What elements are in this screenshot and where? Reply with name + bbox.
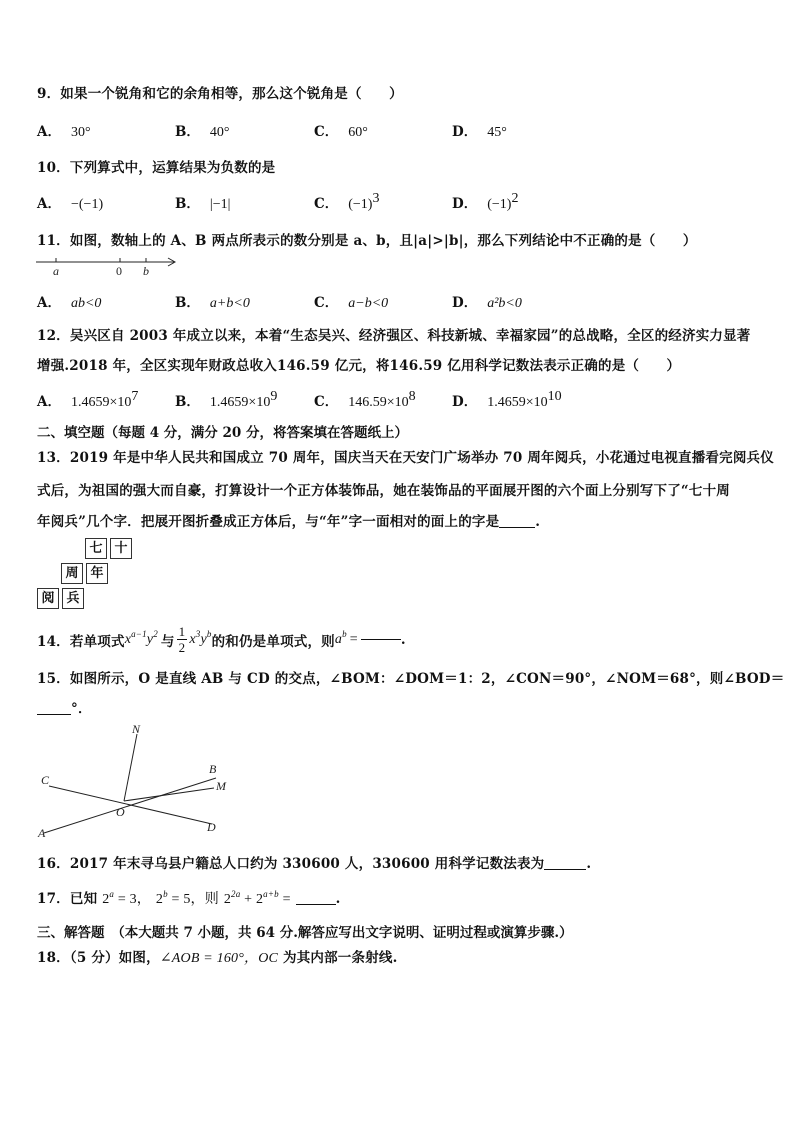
section-2-heading: 二、填空题（每题 4 分，满分 20 分，将答案填在答题纸上）: [37, 425, 408, 441]
label-a: A: [38, 826, 46, 840]
label-d: D: [207, 820, 216, 834]
q10-option-d: D． $(-1)^2$: [452, 191, 519, 212]
label-b: B: [209, 762, 217, 776]
fraction-one-half: $\frac{1}{2}$: [178, 624, 186, 655]
angle-figure-15: [34, 718, 244, 840]
label-c: C: [41, 773, 50, 787]
question-16: 16．2017 年末寻乌县户籍总人口约为 330600 人，330600 用科学记数法表为 .: [37, 856, 592, 872]
net-cell-zhou: 周: [61, 563, 83, 584]
net-cell-nian: 年: [86, 563, 108, 584]
section-3-heading: 三、解答题 （本大题共 7 小题，共 64 分.解答应写出文字说明、证明过程或演算步骤.）: [37, 925, 573, 941]
line-ab: [44, 778, 216, 833]
question-17: 17．已知 2$^a$ = 3， 2$^b$ = 5，则 $2^{2a} + 2^{a+b}$ = .: [37, 889, 341, 907]
q9-option-c: C． 60°: [314, 124, 368, 140]
label-zero: 0: [116, 264, 122, 278]
ray-on: [124, 734, 137, 801]
question-14: 14．若单项式 $x^{a-1}y^2$ 与 $\frac{1}{2}$ $x^3y^b$ 的和仍是单项式，则 $a^b$ = .: [37, 624, 406, 655]
q12-option-a: A． $1.4659\times 10^7$: [37, 389, 139, 410]
question-13-line2: 式后，为祖国的强大而自豪，打算设计一个正方体装饰品，她在装饰品的平面展开图的六个面上分别写下了“七十周: [37, 483, 730, 499]
question-10-stem: 10．下列算式中，运算结果为负数的是: [37, 160, 276, 176]
q10-option-a: A． −(−1): [37, 196, 104, 212]
net-cell-qi: 七: [85, 538, 107, 559]
label-o: O: [116, 805, 125, 819]
label-m: M: [216, 779, 226, 793]
answer-blank-15: [37, 714, 71, 715]
net-cell-yue: 阅: [37, 588, 59, 609]
label-n: N: [132, 722, 141, 736]
q11-option-c: C． a−b<0: [314, 295, 389, 311]
label-a: a: [53, 264, 59, 278]
question-15-line1: 15．如图所示，O 是直线 AB 与 CD 的交点，∠BOM：∠DOM＝1：2，∠CON＝90°，∠NOM＝68°，则∠BOD＝: [37, 671, 785, 687]
q10-option-b: B． |−1|: [175, 196, 231, 212]
answer-blank-14: [361, 639, 401, 640]
question-12-stem-line2: 增强.2018 年，全区实现年财政总收入146.59 亿元，将146.59 亿用科学记数法表示正确的是（ ）: [37, 358, 681, 374]
question-18: 18．（5 分）如图，∠AOB = 160°，OC 为其内部一条射线.: [37, 950, 398, 966]
question-9-stem: 9．如果一个锐角和它的余角相等，那么这个锐角是（ ）: [37, 86, 403, 102]
q9-option-d: D． 45°: [452, 124, 507, 140]
q12-option-d: D． $1.4659\times 10^{10}$: [452, 389, 562, 410]
net-cell-shi: 十: [110, 538, 132, 559]
question-15-line2: °．: [37, 697, 92, 717]
q12-option-c: C． $146.59\times 10^8$: [314, 389, 416, 410]
q11-option-b: B． a+b<0: [175, 295, 250, 311]
q10-option-c: C． $(-1)^3$: [314, 191, 380, 212]
answer-blank-16: [544, 869, 586, 870]
question-11-stem: 11．如图，数轴上的 A、B 两点所表示的数分别是 a、b，且|a|>|b|，那么下列结论中不正确的是（ ）: [37, 233, 697, 249]
q11-option-d: D． a²b<0: [452, 295, 522, 311]
number-line-figure: [34, 254, 184, 280]
q12-option-b: B． $1.4659\times 10^9$: [175, 389, 278, 410]
ray-om: [124, 788, 214, 801]
cube-net-figure: [37, 538, 137, 612]
answer-blank-13: [499, 527, 535, 528]
q11-option-a: A． ab<0: [37, 295, 102, 311]
q9-option-b: B． 40°: [175, 124, 230, 140]
question-13-line1: 13．2019 年是中华人民共和国成立 70 周年，国庆当天在天安门广场举办 70 周年阅兵，小花通过电视直播看完阅兵仪: [37, 450, 774, 466]
net-cell-bing: 兵: [62, 588, 84, 609]
label-b: b: [143, 264, 149, 278]
answer-blank-17: [296, 904, 336, 905]
question-12-stem-line1: 12．吴兴区自 2003 年成立以来，本着“生态吴兴、经济强区、科技新城、幸福家园”的总战略，全区的经济实力显著: [37, 328, 751, 344]
q9-option-a: A． 30°: [37, 124, 91, 140]
question-13-line3: 年阅兵”几个字．把展开图折叠成正方体后，与“年”字一面相对的面上的字是 .: [37, 514, 541, 530]
